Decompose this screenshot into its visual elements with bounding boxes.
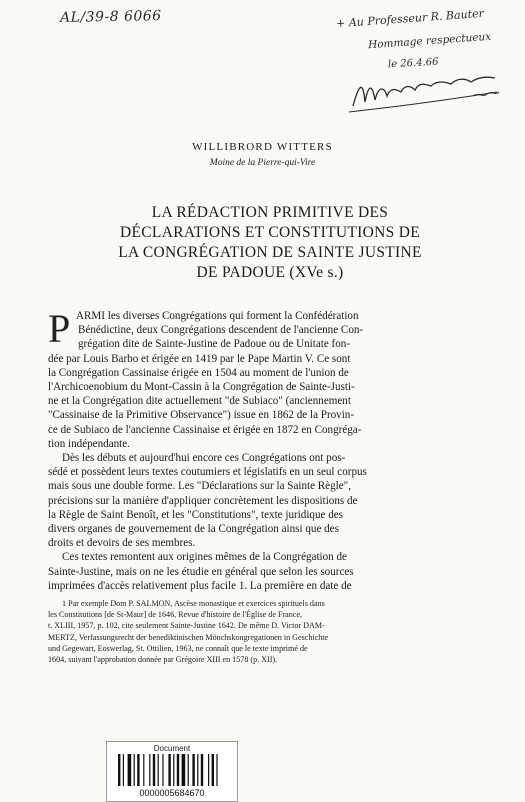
text-line: "Cassinaise de la Primitive Observance") issue en 1862 de la Provin- bbox=[48, 409, 355, 422]
barcode-bar bbox=[173, 754, 174, 786]
barcode-bar bbox=[216, 754, 217, 786]
barcode-bar bbox=[197, 754, 198, 786]
title-line: DÉCLARATIONS ET CONSTITUTIONS DE bbox=[120, 224, 420, 241]
footnote-line: und Gegewart, Eoswerlag, St. Ottilien, 1963, ne connaît que le texte imprimé de bbox=[48, 643, 308, 653]
author-affiliation: Moine de la Pierre-qui-Vire bbox=[209, 158, 316, 168]
text-line: ARMI les diverses Congrégations qui forment la Confédération bbox=[76, 310, 359, 322]
barcode-bar bbox=[137, 754, 139, 786]
text-line: Bénédictine, deux Congrégations descendent de l'ancienne Con- bbox=[78, 324, 364, 337]
text-line: Sainte-Justine, mais on ne les étudie en général que selon les sources bbox=[48, 565, 354, 578]
text-line: droits et devoirs de ses membres. bbox=[48, 537, 196, 550]
barcode-bar bbox=[162, 754, 163, 786]
barcode-bar bbox=[182, 754, 186, 786]
text-line: tion indépendante. bbox=[48, 437, 130, 450]
barcode-bar bbox=[208, 754, 209, 786]
barcode-bar bbox=[134, 754, 135, 786]
barcode-bar bbox=[149, 754, 150, 786]
handwritten-dedication-line-3: le 26.4.66 bbox=[387, 56, 439, 71]
barcode-bar bbox=[158, 754, 159, 786]
barcode-bar bbox=[192, 754, 194, 786]
barcode-bar bbox=[118, 754, 120, 786]
paragraph-1 bbox=[48, 306, 490, 451]
footnote-line: 1 Par exemple Dom P. SALMON, Ascèse monastique et exercices spirituels dans bbox=[62, 599, 325, 608]
barcode-bar bbox=[188, 754, 189, 786]
barcode-bar bbox=[177, 754, 179, 786]
label-title: Document bbox=[153, 744, 191, 753]
text-line: dée par Louis Barbo et érigée en 1419 par le Pape Martin V. Ce sont bbox=[48, 352, 351, 365]
handwritten-signature bbox=[345, 62, 505, 120]
text-line: imprimées d'accès relativement plus facile 1. La première en date de bbox=[48, 579, 352, 592]
handwritten-dedication-line-1: + Au Professeur R. Bauter bbox=[335, 6, 485, 31]
author-name: WILLIBRORD WITTERS bbox=[192, 141, 333, 153]
text-line: l'Archicoenobium du Mont-Cassin à la Congrégation de Sainte-Justi- bbox=[48, 381, 355, 394]
text-line: grégation dite de Sainte-Justine de Padoue ou de Unitate fon- bbox=[78, 338, 351, 351]
article-body bbox=[48, 306, 490, 593]
text-line: la Règle de Saint Benoît, et les "Constitutions", texte juridique des bbox=[48, 508, 343, 521]
text-line: sédé et possèdent leurs textes coutumiers et législatifs en un seul corpus bbox=[48, 466, 367, 479]
handwritten-dedication-line-2: Hommage respectueux bbox=[367, 30, 492, 52]
text-line: Ces textes remontent aux origines mêmes de la Congrégation de bbox=[62, 551, 347, 564]
barcode-number: 0000005684670 bbox=[139, 788, 205, 798]
title-line: DE PADOUE (XVe s.) bbox=[196, 264, 344, 281]
title-line: LA CONGRÉGATION DE SAINTE JUSTINE bbox=[118, 244, 422, 261]
paragraph-2 bbox=[48, 451, 490, 550]
article-title bbox=[60, 203, 480, 283]
barcode-bar bbox=[123, 754, 124, 786]
footnote bbox=[48, 598, 493, 665]
barcode-bar bbox=[212, 754, 214, 786]
barcode-bar bbox=[128, 754, 132, 786]
barcode-bar bbox=[143, 754, 144, 786]
footnote-line: 1604, suivant l'approbation donnée par Grégoire XIII en 1578 (p. XII). bbox=[48, 655, 278, 665]
title-line: LA RÉDACTION PRIMITIVE DES bbox=[151, 204, 389, 221]
text-line: Dès les débuts et aujourd'hui encore ces Congrégations ont pos- bbox=[62, 452, 346, 465]
text-line: précisions sur la manière d'appliquer concrètement les dispositions de bbox=[48, 494, 358, 507]
barcode-bar bbox=[153, 754, 155, 786]
text-line: ne et la Congrégation dite actuellement "de Subiaco" (anciennement bbox=[48, 395, 351, 408]
text-line: divers organes de gouvernement de la Congrégation ainsi que des bbox=[48, 523, 339, 536]
paragraph-3 bbox=[48, 550, 490, 593]
footnote-line: MERTZ, Verfassungsrecht der benediktinischen Mönchskongregationen in Geschichte bbox=[48, 632, 329, 642]
drop-cap: P bbox=[48, 306, 71, 351]
library-barcode-label bbox=[106, 741, 238, 802]
barcode-bar bbox=[168, 754, 170, 786]
footnote-line: t. XLIII, 1957, p. 102, cite seulement Sainte-Justine 1642. De même D. Victor DAM- bbox=[48, 621, 325, 631]
text-line: ce de Subiaco de l'ancienne Cassinaise et érigée en 1872 en Congréga- bbox=[48, 423, 362, 436]
footnote-line: les Constitutions [de St-Maur] de 1646, Revue d'histoire de l'Église de France, bbox=[48, 610, 303, 620]
barcode-bar bbox=[201, 754, 203, 786]
handwritten-shelfmark: AL/39-8 6066 bbox=[59, 8, 162, 26]
text-line: mais sous une double forme. Les "Déclarations sur la Sainte Règle", bbox=[48, 480, 351, 493]
text-line: la Congrégation Cassinaise érigée en 1504 au moment de l'union de bbox=[48, 366, 349, 379]
barcode-icon bbox=[118, 754, 226, 786]
